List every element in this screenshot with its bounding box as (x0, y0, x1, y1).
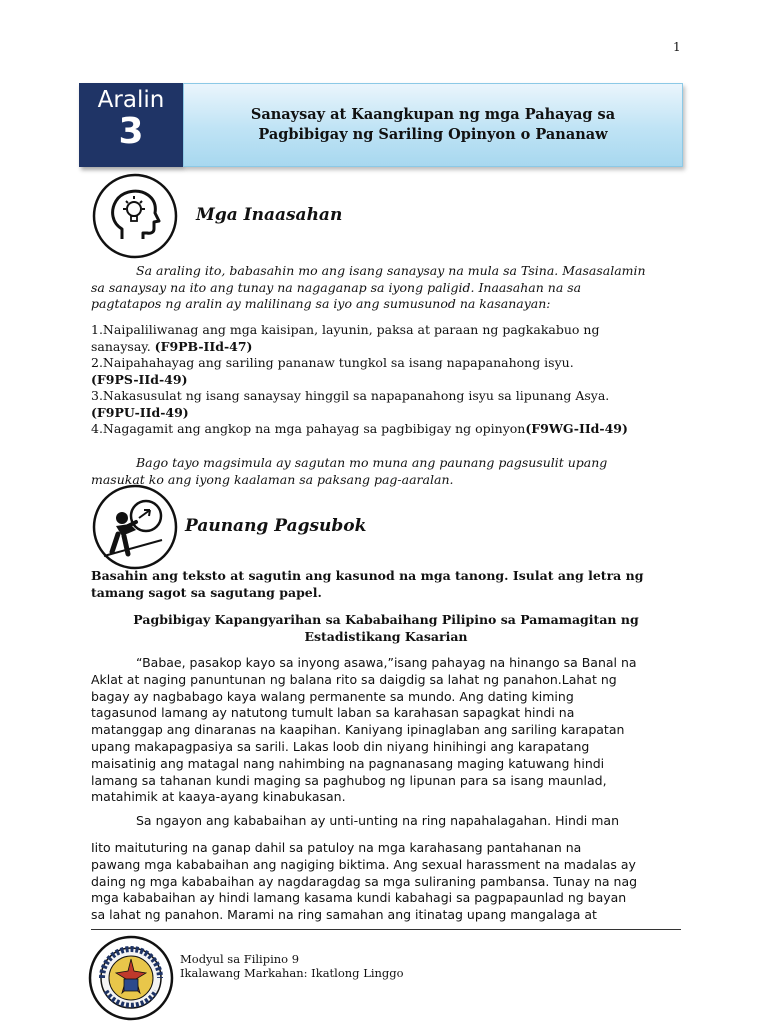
competency-code: (F9PU-IId-49) (91, 404, 189, 420)
closing-line: masukat ko ang iyong kaalaman sa paksang pag-aaralan. (91, 471, 454, 487)
objective-item: sanaysay. (F9PB-IId-47) (91, 338, 253, 354)
objectives-list (91, 322, 681, 438)
reading-paragraph-2 (91, 840, 681, 924)
closing-line: Bago tayo magsimula ay sagutan mo muna ang paunang pagsusulit upang (136, 455, 608, 470)
reading-line: mga kababaihan ay hindi lamang kasama kundi kabahagi sa pagpapaunlad ng bayan (91, 890, 627, 906)
footer-divider (91, 929, 681, 930)
instruction-line: tamang sagot sa sagutang papel. (91, 584, 322, 600)
reading-line: matanggap ang dinaranas na kaapihan. Kaniyang ipinaglaban ang sariling karapatan (91, 722, 625, 738)
section-heading-inaasahan: Mga Inaasahan (196, 205, 343, 225)
reading-line: pawang mga kababaihan ang nagiging biktima. Ang sexual harassment na madalas ay (91, 856, 636, 872)
footer-module-line: Modyul sa Filipino 9 (180, 952, 300, 966)
competency-code: (F9PB-IId-47) (154, 338, 253, 354)
competency-code: (F9WG-IId-49) (525, 421, 628, 436)
objective-item: 3.Nakasusulat ng isang sanaysay hinggil sa napapanahong isyu sa lipunang Asya. (91, 388, 610, 403)
reading-line: lamang sa tahanan kundi maging sa paghubog ng lipunan para sa isang maunlad, (91, 772, 607, 788)
section-heading-paunang-pagsubok: Paunang Pagsubok (185, 516, 367, 536)
reading-line: Sa ngayon ang kababaihan ay unti-unting na ring napahalagahan. Hindi man (136, 813, 620, 828)
boulder-push-icon (92, 484, 178, 570)
reading-line: maisatinig ang matagal nang nahimbing na pagnanasang maging katuwang hindi (91, 755, 605, 771)
reading-paragraph-2-start (91, 813, 681, 830)
lesson-title-banner (183, 83, 683, 167)
lesson-title-line: Pagbibigay ng Sariling Opinyon o Pananaw (258, 126, 608, 143)
instruction-paragraph (91, 568, 681, 601)
reading-line: upang makapagpasiya sa sarili. Lakas loob din niyang hinihingi ang karapatang (91, 738, 590, 754)
objective-item: 4.Nagagamit ang angkop na mga pahayag sa pagbibigay ng opinyon(F9WG-IId-49) (91, 421, 628, 436)
reading-line: tagasunod lamang ay natutong tumult laban sa karahasan sapagkat hindi na (91, 705, 575, 721)
reading-line: sa lahat ng panahon. Marami na ring samahan ang itinatag upang mangalaga at (91, 907, 597, 923)
lesson-badge (79, 83, 183, 167)
lesson-title (251, 105, 615, 145)
intro-line: pagtatapos ng aralin ay malilinang sa iyo ang sumusunod na kasanayan: (91, 296, 551, 311)
objective-item: 1.Naipaliliwanag ang mga kaisipan, layunin, paksa at paraan ng pagkakabuo ng (91, 322, 600, 337)
intro-line: Sa araling ito, babasahin mo ang isang sanaysay na mula sa Tsina. Masasalamin (136, 263, 646, 278)
reading-line: “Babae, pasakop kayo sa inyong asawa,”isang pahayag na hinango sa Banal na (136, 655, 637, 670)
intro-line: sa sanaysay na ito ang tunay na nagaganap sa iyong paligid. Inaasahan na sa (91, 279, 582, 295)
lesson-title-line: Sanaysay at Kaangkupan ng mga Pahayag sa (250, 106, 616, 123)
reading-paragraph-1 (91, 655, 681, 806)
head-lightbulb-icon (92, 173, 178, 259)
reading-title-line: Pagbibigay Kapangyarihan sa Kababaihang Pilipino sa Pamamagitan ng (133, 612, 639, 627)
reading-title-line: Estadistikang Kasarian (304, 628, 468, 644)
closing-paragraph (91, 455, 681, 488)
footer-quarter-line: Ikalawang Markahan: Ikatlong Linggo (180, 966, 404, 980)
instruction-line: Basahin ang teksto at sagutin ang kasunod na mga tanong. Isulat ang letra ng (91, 568, 644, 583)
reading-line: daing ng mga kababaihan ay nagdaragdag sa mga suliraning pambansa. Tunay na nag (91, 873, 638, 889)
lesson-label: Aralin (97, 87, 165, 113)
reading-title (91, 612, 681, 645)
objective-item: 2.Naipahahayag ang sariling pananaw tungkol sa isang napapanahong isyu. (91, 355, 574, 370)
reading-line: matahimik at kaaya-ayang kinabukasan. (91, 789, 346, 805)
competency-code: (F9PS-IId-49) (91, 371, 188, 387)
schools-division-office-seal-icon (88, 935, 174, 1021)
reading-line: bagay ay nagbabago kaya walang permanente sa mundo. Ang dating kiming (91, 688, 574, 704)
footer-text (180, 952, 404, 980)
lesson-number: 3 (118, 111, 144, 152)
page-number: 1 (673, 40, 681, 54)
reading-line: Aklat at naging panuntunan ng balana rito sa daigdig sa lahat ng panahon.Lahat ng (91, 671, 617, 687)
reading-line: Iito maituturing na ganap dahil sa patuloy na mga karahasang pantahanan na (91, 840, 582, 855)
intro-paragraph (91, 263, 681, 313)
